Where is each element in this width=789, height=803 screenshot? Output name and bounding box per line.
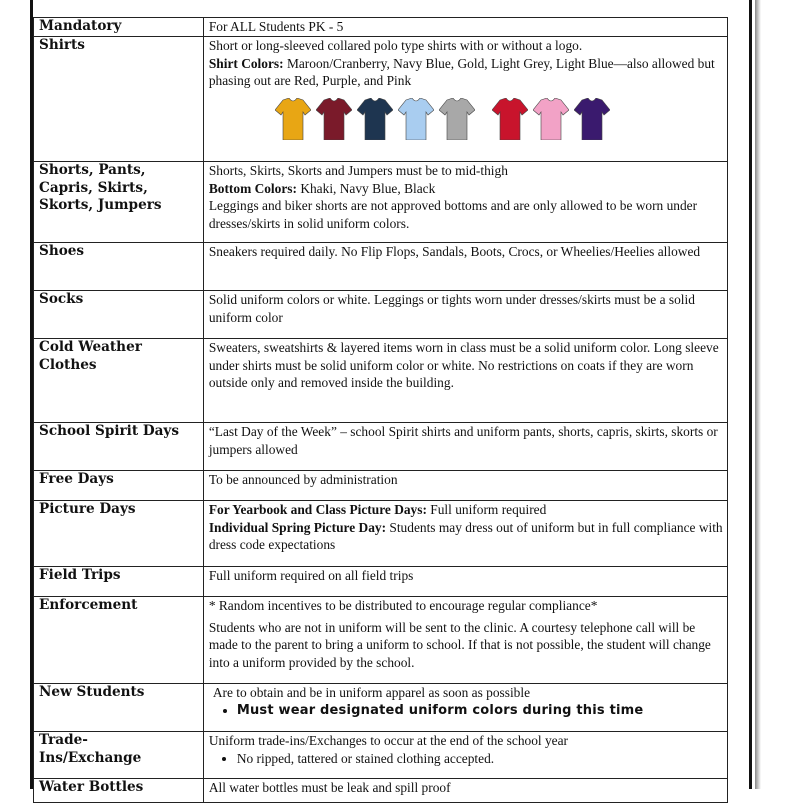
row-desc bbox=[203, 501, 727, 567]
enforcement-line: * Random incentives to be distributed to encourage regular compliance* bbox=[208, 598, 598, 613]
shirt-colors-label: Shirt Colors: bbox=[208, 55, 284, 71]
shirt-swatches bbox=[209, 92, 723, 140]
row-label-line: Shorts, Pants, bbox=[39, 162, 146, 178]
row-desc: Sweaters, sweatshirts & layered items worn in class must be a solid uniform color. Long sleeve under shirts must be solid uniform color or white. No restrictions on coats if they are worn outside only and removed inside the building. bbox=[203, 339, 727, 423]
row-label-line: Skorts, Jumpers bbox=[39, 197, 162, 213]
polo-shirt-icon bbox=[316, 98, 352, 140]
picture-text: Full uniform required bbox=[426, 502, 547, 517]
row-desc bbox=[203, 162, 727, 243]
row-desc: “Last Day of the Week” – school Spirit shirts and uniform pants, shorts, capris, skirts, skorts or jumpers allowed bbox=[203, 423, 727, 471]
table-row bbox=[34, 37, 728, 162]
polo-shirt-icon bbox=[533, 98, 569, 140]
bullet-list bbox=[209, 702, 723, 720]
shirt-shape bbox=[398, 98, 434, 140]
trade-line: Uniform trade-ins/Exchanges to occur at the end of the school year bbox=[208, 733, 569, 748]
table-row bbox=[34, 501, 728, 567]
list-item: • Must wear designated uniform colors during this time bbox=[237, 702, 723, 720]
table-row bbox=[34, 471, 728, 501]
shirt-shape bbox=[439, 98, 475, 140]
bottoms-line: Shorts, Skirts, Skorts and Jumpers must be to mid-thigh bbox=[208, 163, 508, 178]
row-label-line: Ins/Exchange bbox=[39, 749, 142, 766]
row-label-line: Cold Weather bbox=[39, 339, 142, 355]
row-desc bbox=[203, 597, 727, 684]
bullet-list bbox=[209, 750, 723, 768]
shirts-line: Short or long-sleeved collared polo type shirts with or without a logo. bbox=[208, 38, 583, 53]
enforcement-line: Students who are not in uniform will be sent to the clinic. A courtesy telephone call will be made to the parent to bring a uniform to school. If that is not possible, the student will change into a uniform provided by the school. bbox=[208, 619, 711, 670]
table-row bbox=[34, 684, 728, 732]
row-label: Shirts bbox=[34, 37, 204, 162]
picture-line bbox=[209, 501, 723, 519]
bottom-colors-label: Bottom Colors: bbox=[208, 180, 297, 196]
table-row bbox=[34, 567, 728, 597]
row-label: Socks bbox=[34, 291, 204, 339]
polo-shirt-icon bbox=[275, 98, 311, 140]
row-label: School Spirit Days bbox=[34, 423, 204, 471]
picture-bold: Individual Spring Picture Day: bbox=[208, 519, 387, 535]
bottom-colors bbox=[209, 180, 723, 198]
polo-shirt-icon bbox=[492, 98, 528, 140]
polo-shirt-icon bbox=[357, 98, 393, 140]
shirt-shape bbox=[574, 98, 610, 140]
polo-shirt-icon bbox=[398, 98, 434, 140]
table-row bbox=[34, 779, 728, 803]
shirt-shape bbox=[275, 98, 311, 140]
row-desc bbox=[203, 732, 727, 779]
bottoms-note: Leggings and biker shorts are not approved bottoms and are only allowed to be worn under dresses/skirts in solid uniform colors. bbox=[208, 198, 698, 231]
row-label: Picture Days bbox=[34, 501, 204, 567]
list-item: • No ripped, tattered or stained clothing accepted. bbox=[237, 750, 723, 768]
table-row bbox=[34, 291, 728, 339]
row-desc: Full uniform required on all field trips bbox=[203, 567, 727, 597]
row-label bbox=[34, 732, 204, 779]
row-desc: Sneakers required daily. No Flip Flops, Sandals, Boots, Crocs, or Wheelies/Heelies allowed bbox=[203, 243, 727, 291]
row-desc: For ALL Students PK - 5 bbox=[203, 18, 727, 37]
row-desc bbox=[203, 37, 727, 162]
new-students-line: Are to obtain and be in uniform apparel as soon as possible bbox=[212, 685, 531, 700]
table-row bbox=[34, 732, 728, 779]
shirt-colors bbox=[209, 55, 723, 90]
table-row bbox=[34, 423, 728, 471]
picture-bold: For Yearbook and Class Picture Days: bbox=[208, 502, 427, 517]
dress-code-table bbox=[33, 17, 728, 803]
row-desc bbox=[203, 684, 727, 732]
row-desc: All water bottles must be leak and spill proof bbox=[203, 779, 727, 803]
table-row bbox=[34, 18, 728, 37]
row-label: Field Trips bbox=[34, 567, 204, 597]
row-label-line: Capris, Skirts, bbox=[39, 179, 148, 196]
bottom-colors-text: Khaki, Navy Blue, Black bbox=[296, 180, 436, 196]
table-row bbox=[34, 339, 728, 423]
table-row bbox=[34, 597, 728, 684]
row-label: Free Days bbox=[34, 471, 204, 501]
picture-line bbox=[209, 519, 723, 554]
table-row bbox=[34, 243, 728, 291]
polo-shirt-icon bbox=[439, 98, 475, 140]
row-label: Enforcement bbox=[34, 597, 204, 684]
row-label: Shoes bbox=[34, 243, 204, 291]
row-desc: To be announced by administration bbox=[203, 471, 727, 501]
row-label: Mandatory bbox=[34, 18, 204, 37]
shirt-shape bbox=[357, 98, 393, 140]
row-label bbox=[34, 339, 204, 423]
row-label: New Students bbox=[34, 684, 204, 732]
row-label-line: Trade- bbox=[39, 732, 88, 748]
table-row bbox=[34, 162, 728, 243]
picture-text: Students may dress out of uniform but in full compliance with dress code expectations bbox=[208, 519, 723, 552]
row-label-line: Clothes bbox=[39, 356, 97, 373]
shirt-shape bbox=[492, 98, 528, 140]
row-desc: Solid uniform colors or white. Leggings or tights worn under dresses/skirts must be a solid uniform color bbox=[203, 291, 727, 339]
row-label: Water Bottles bbox=[34, 779, 204, 803]
shirt-shape bbox=[533, 98, 569, 140]
page-shadow bbox=[755, 0, 761, 789]
row-label bbox=[34, 162, 204, 243]
shirt-colors-text: Maroon/Cranberry, Navy Blue, Gold, Light Grey, Light Blue—also allowed but phasing out are Red, Purple, and Pink bbox=[208, 55, 715, 88]
polo-shirt-icon bbox=[574, 98, 610, 140]
shirt-shape bbox=[316, 98, 352, 140]
